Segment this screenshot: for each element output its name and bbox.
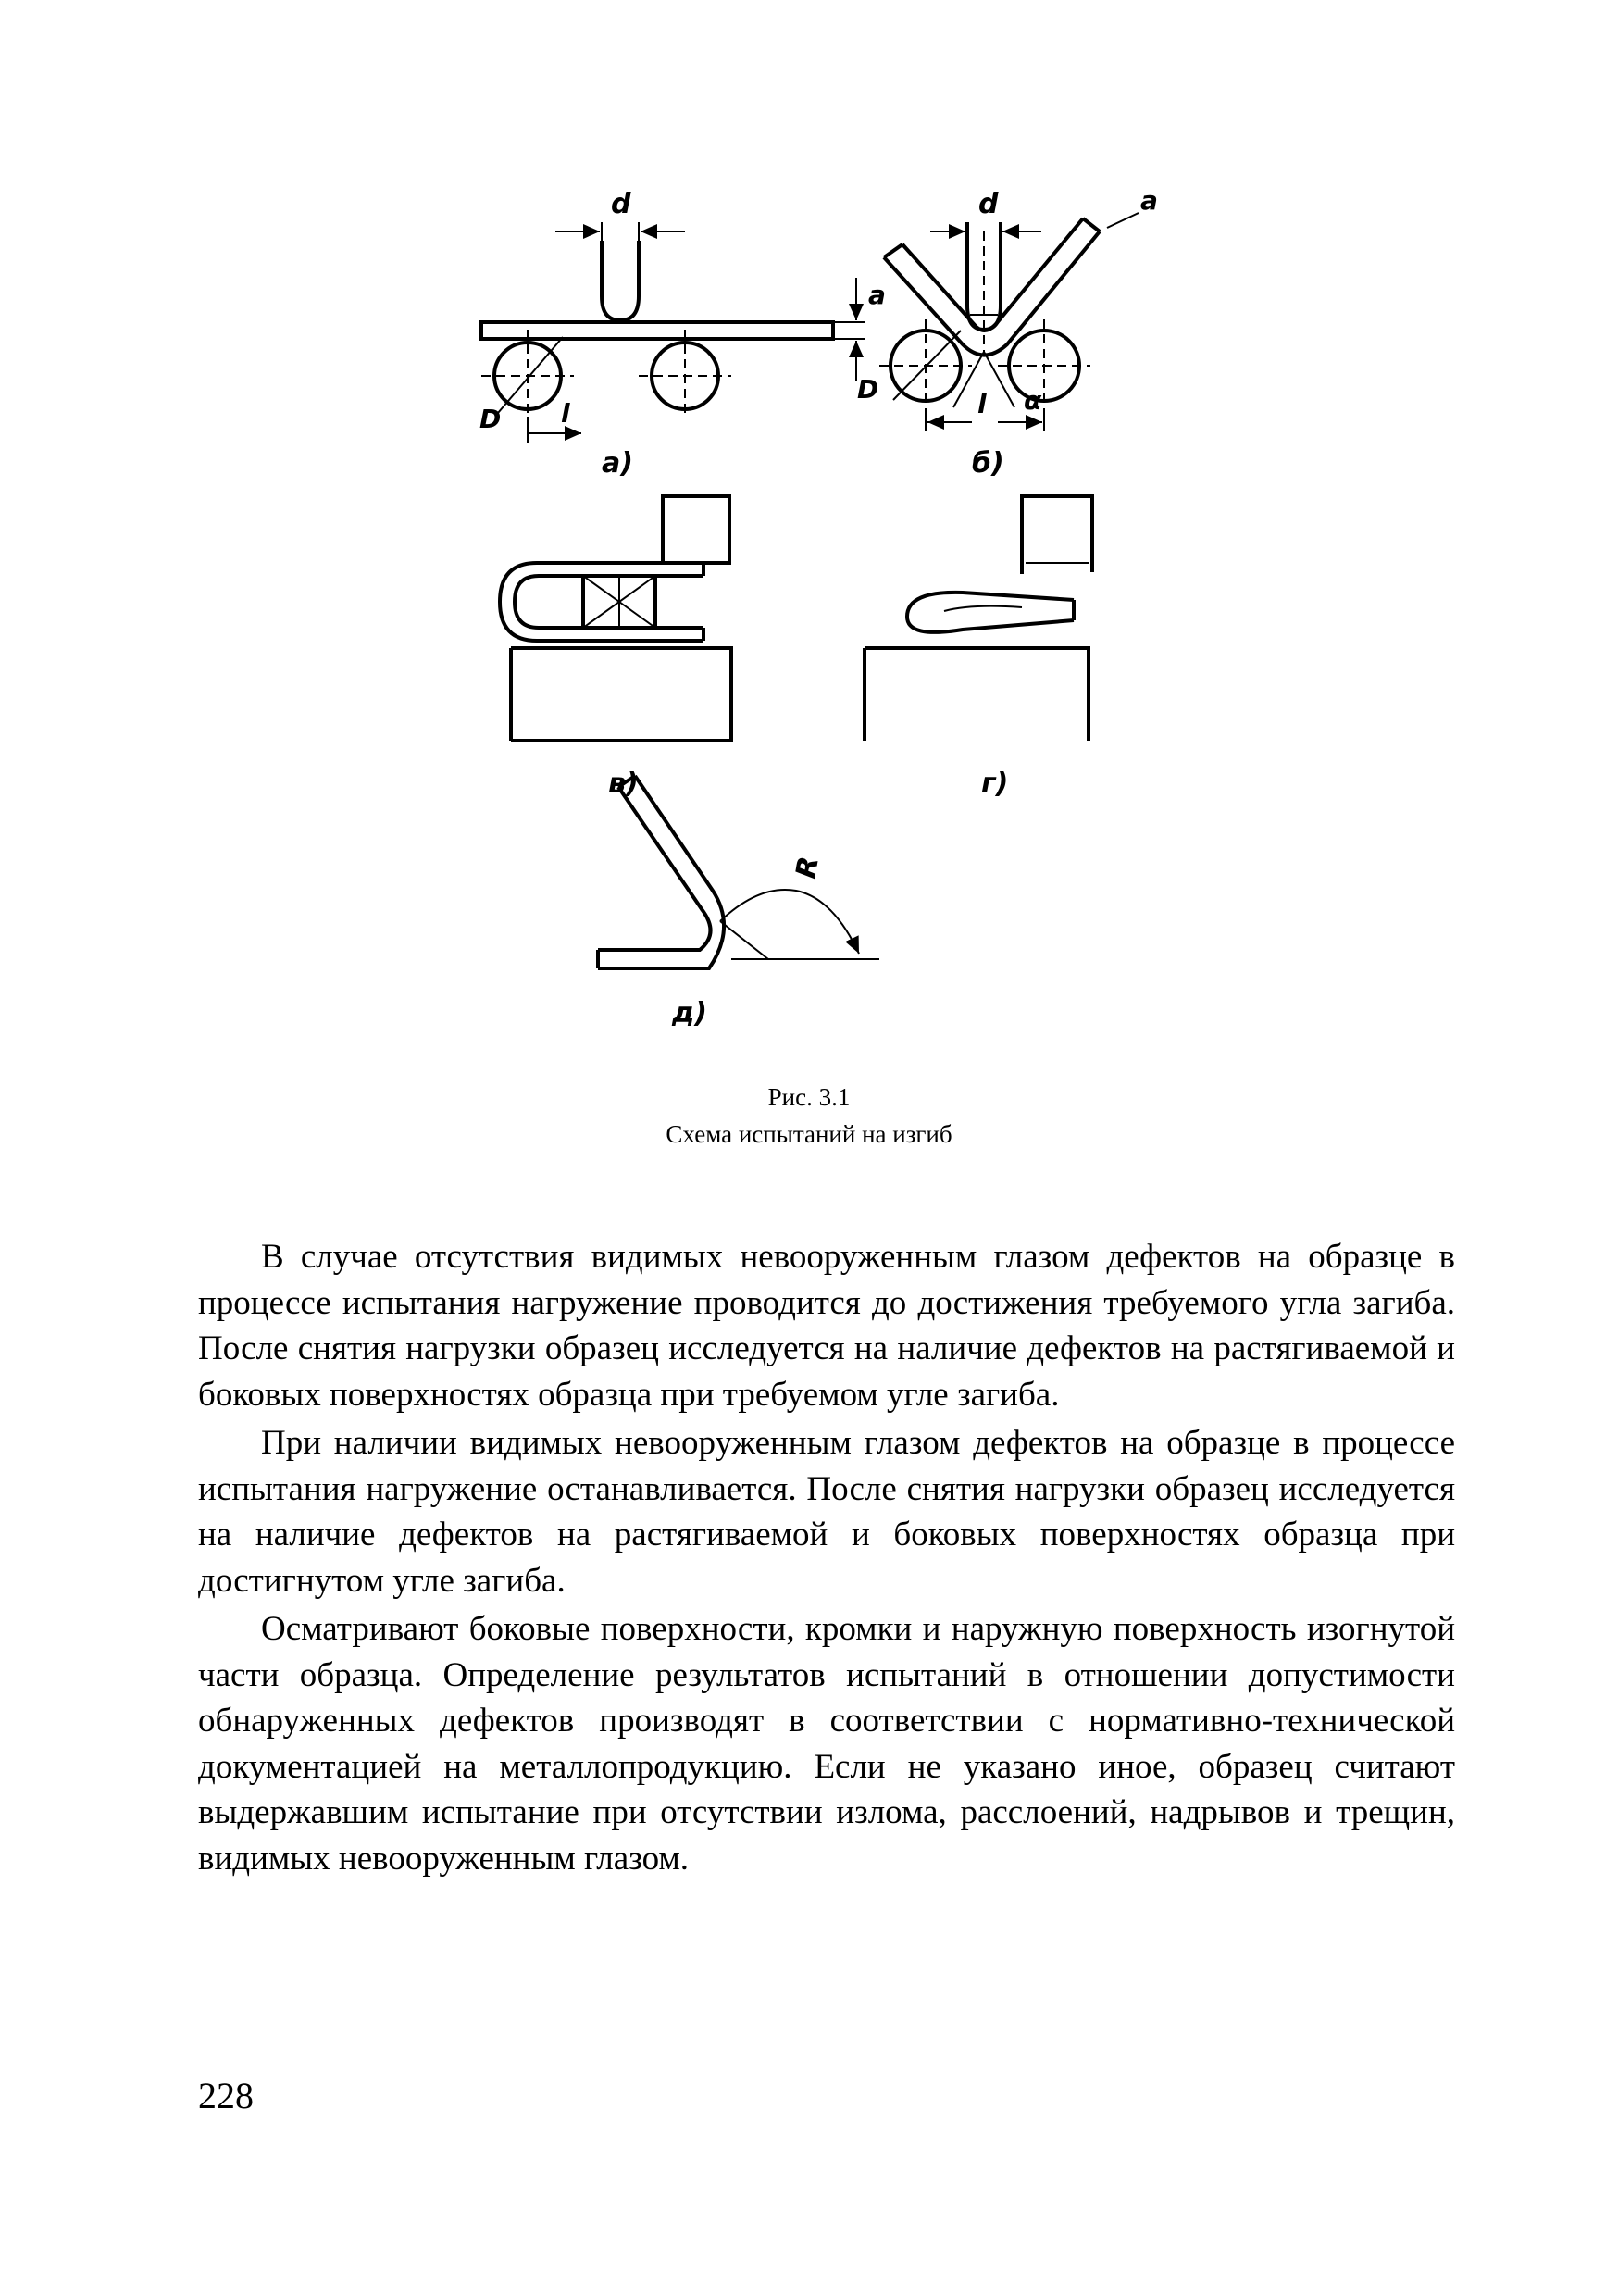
specimen-d-outer <box>598 787 711 950</box>
punch-v <box>663 496 729 563</box>
subfigure-g <box>865 496 1092 741</box>
subfigure-label-a: а) <box>602 447 633 480</box>
subfigure-label-v: в) <box>608 767 639 800</box>
dim-D-label-a: D <box>479 404 502 434</box>
dim-R-label-d: R <box>790 854 826 881</box>
dim-D-label-b: D <box>857 374 879 405</box>
subfigure-label-g: г) <box>981 767 1009 800</box>
punch-g <box>1022 496 1092 572</box>
bend-test-figure <box>426 139 1203 1065</box>
dim-a-label-a: a <box>868 280 886 310</box>
mandrel-a <box>602 241 639 320</box>
bend-test-diagram <box>426 139 1203 1065</box>
base-block-g <box>865 648 1089 741</box>
paragraph-3: Осматривают боковые поверхности, кромки и наружную поверхность изогнутой части образца. Определение результатов испытаний в отношении допустимости обнаруженных дефектов производят в соответствии с нормативно-технической документацией на металлопродукцию. Если не указано иное, образец считают выдержавшим испытание при отсутствии излома, расслоений, надрывов и трещин, видимых невооруженным глазом. <box>198 1610 1455 1878</box>
specimen-g <box>907 593 1074 632</box>
subfigure-label-d: д) <box>672 997 707 1029</box>
subfigure-v <box>500 496 731 741</box>
body-text <box>198 1234 1455 1884</box>
base-block-v <box>511 648 731 741</box>
subfigure-a <box>481 222 865 443</box>
specimen-b-outer <box>884 231 1100 356</box>
dim-d-label-b: d <box>978 188 999 220</box>
subfigure-label-b: б) <box>972 447 1004 480</box>
paragraph-1: В случае отсутствия видимых невооруженным глазом дефектов на образце в процессе испытания нагружение проводится до достижения требуемого угла загиба. После снятия нагрузки образец исследуется на наличие дефектов на растягиваемой и боковых поверхностях образца при требуемом угле загиба. <box>198 1238 1455 1414</box>
dim-d-label-a: d <box>611 188 631 220</box>
figure-number: Рис. 3.1 <box>767 1083 851 1111</box>
dim-l-label-b: l <box>977 389 987 419</box>
subfigure-b <box>879 213 1139 431</box>
dim-a-label-b: a <box>1140 185 1158 216</box>
figure-caption: Схема испытаний на изгиб <box>666 1120 952 1148</box>
page-number: 228 <box>198 2075 254 2116</box>
paragraph-2: При наличии видимых невооруженным глазом дефектов на образце в процессе испытания нагружение останавливается. После снятия нагрузки образец исследуется на наличие дефектов на растягиваемой и боковых поверхностях образца при достигнутом угле загиба. <box>198 1424 1455 1600</box>
specimen-a <box>481 322 833 339</box>
specimen-b-inner <box>902 218 1083 331</box>
dim-l-label-a: l <box>561 398 570 429</box>
specimen-d-inner <box>598 776 724 968</box>
specimen-v-inner <box>515 576 703 628</box>
dim-alpha-label-b: α <box>1024 385 1042 416</box>
subfigure-d <box>598 776 879 968</box>
